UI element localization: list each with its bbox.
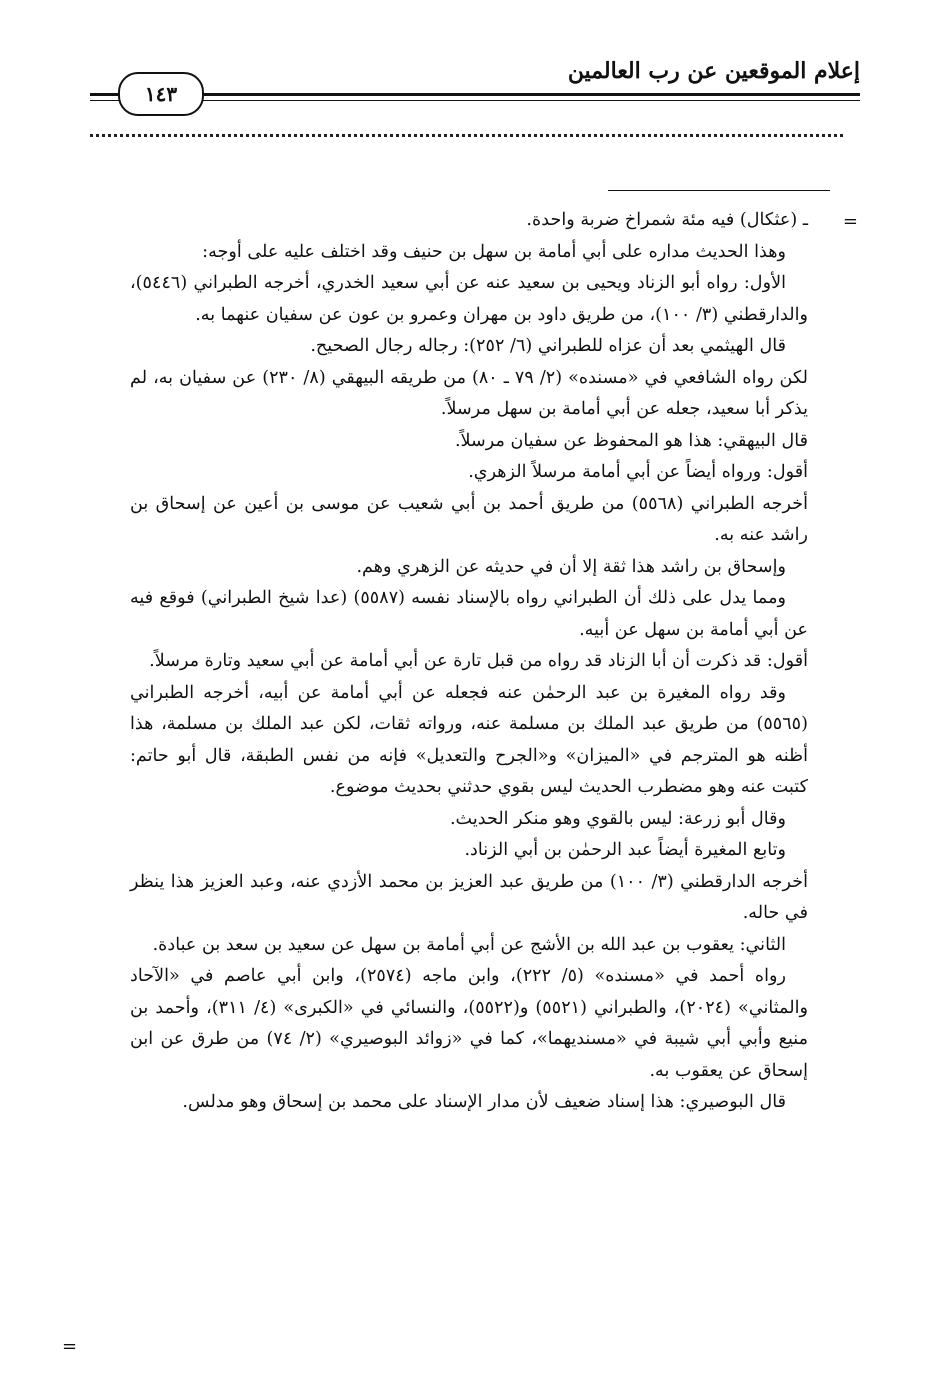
paragraph: ـ (عثكال) فيه مئة شمراخ ضربة واحدة. [526, 210, 808, 230]
header-rule-thin [90, 100, 860, 101]
paragraph: وقد رواه المغيرة بن عبد الرحمٰن عنه فجعله عن أبي أمامة عن أبيه، أخرجه الطبراني (٥٥٦٥) من طريق عبد الملك بن مسلمة عنه، ورواته ثقات، لكن عبد الملك بن مسلمة، هذا أظنه هو المترجم في «الميزان» و«الجرح والتعديل» فإنه من نفس الطبقة، قال أبو حاتم: كتبت عنه وهو مضطرب الحديث ليس بقوي حدثني بحديث موضوع. [130, 682, 808, 797]
footnote-rule [608, 190, 830, 191]
dotted-separator [90, 134, 843, 137]
header-rule-thick [90, 93, 860, 96]
paragraph: أخرجه الدارقطني (٣/ ١٠٠) من طريق عبد العزيز بن محمد الأزدي عنه، وعبد العزيز هذا ينظر في حاله. [130, 871, 809, 923]
paragraph: أقول: ورواه أيضاً عن أبي أمامة مرسلاً الزهري. [468, 462, 808, 482]
paragraph: وإسحاق بن راشد هذا ثقة إلا أن في حديثه عن الزهري وهم. [356, 556, 786, 577]
paragraph: أخرجه الطبراني (٥٥٦٨) من طريق أحمد بن أبي شعيب عن موسى بن أعين عن إسحاق بن راشد عنه به. [130, 493, 808, 545]
paragraph: أقول: قد ذكرت أن أبا الزناد قد رواه من قبل تارة عن أبي أمامة عن أبي سعيد وتارة مرسلاً. [149, 651, 808, 671]
paragraph: لكن رواه الشافعي في «مسنده» (٢/ ٧٩ ـ ٨٠) من طريقه البيهقي (٨/ ٢٣٠) عن سفيان به، لم يذكر أبا سعيد، جعله عن أبي أمامة بن سهل مرسلاً. [130, 367, 808, 419]
continuation-mark-top: = [842, 211, 858, 232]
paragraph: الأول: رواه أبو الزناد ويحيى بن سعيد عنه عن أبي سعيد الخدري، أخرجه الطبراني (٥٤٤٦)، والدارقطني (٣/ ١٠٠)، من طريق داود بن مهران وعمرو بن عون عن سفيان عنهما به. [130, 273, 808, 325]
paragraph: وتابع المغيرة أيضاً عبد الرحمٰن بن أبي الزناد. [464, 840, 786, 860]
running-header-title: إعلام الموقعين عن رب العالمين [567, 58, 860, 84]
paragraph: قال الهيثمي بعد أن عزاه للطبراني (٦/ ٢٥٢): رجاله رجال الصحيح. [310, 336, 786, 356]
page-number-badge [118, 72, 204, 116]
page-number: ١٤٣ [144, 82, 178, 106]
paragraph: وهذا الحديث مداره على أبي أمامة بن سهل بن حنيف وقد اختلف عليه على أوجه: [202, 241, 786, 262]
paragraph: وقال أبو زرعة: ليس بالقوي وهو منكر الحديث. [449, 808, 786, 829]
paragraph: قال البيهقي: هذا هو المحفوظ عن سفيان مرسلاً. [454, 430, 808, 451]
paragraph: ومما يدل على ذلك أن الطبراني رواه بالإسناد نفسه (٥٥٨٧) (عدا شيخ الطبراني) فوقع فيه عن أبي أمامة بن سهل عن أبيه. [130, 588, 808, 640]
footnote-text [130, 205, 808, 1119]
paragraph: قال البوصيري: هذا إسناد ضعيف لأن مدار الإسناد على محمد بن إسحاق وهو مدلس. [182, 1092, 786, 1112]
paragraph: رواه أحمد في «مسنده» (٥/ ٢٢٢)، وابن ماجه (٢٥٧٤)، وابن أبي عاصم في «الآحاد والمثاني» (٢٠٢٤)، والطبراني (٥٥٢١) و(٥٥٢٢)، والنسائي في «الكبرى» (٤/ ٣١١)، وأحمد بن منيع وأبي أبي شيبة في «مسنديهما»، كما في «زوائد البوصيري» (٢/ ٧٤) من طرق عن ابن إسحاق عن يعقوب به. [130, 966, 809, 1081]
paragraph: الثاني: يعقوب بن عبد الله بن الأشج عن أبي أمامة بن سهل عن سعيد بن سعد بن عبادة. [152, 934, 786, 955]
continuation-mark-bottom: = [62, 1336, 78, 1357]
